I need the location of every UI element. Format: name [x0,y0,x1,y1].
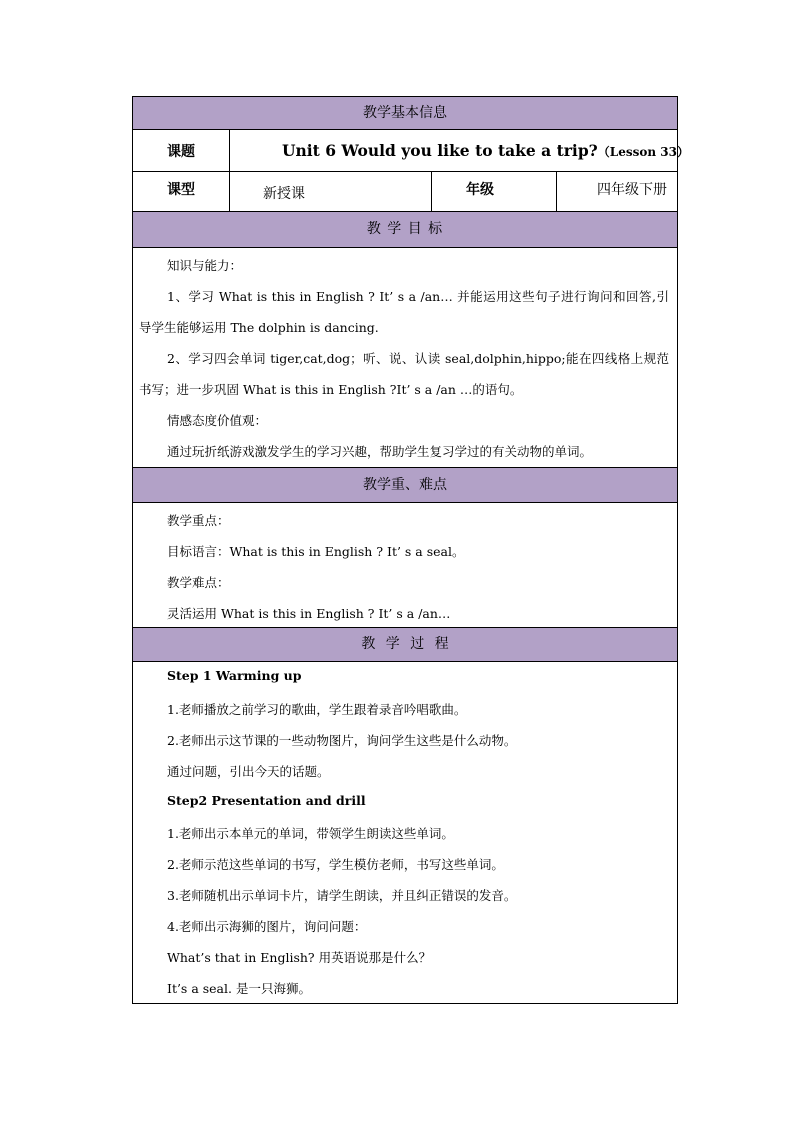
step2-line: What’s that in English? 用英语说那是什么？ [167,950,432,965]
step2-line: It’s a seal. 是一只海狮。 [167,981,311,996]
key-points-line: 教学重点： [167,513,230,528]
key-points-line: 教学难点： [167,575,230,590]
objectives-line: 通过玩折纸游戏激发学生的学习兴趣，帮助学生复习学过的有关动物的单词。 [167,444,593,459]
lesson-plan-table [132,96,689,1004]
type-value-cell [230,172,432,211]
step2-line: 3.老师随机出示单词卡片，请学生朗读，并且纠正错误的发音。 [167,888,517,903]
objectives-line: 书写；进一步巩固 What is this in English ?It’ s a /an …的语句。 [139,382,523,397]
topic-value: Unit 6 Would you like to take a trip?（Lesson 33） [282,141,689,160]
grade-label-cell [432,172,557,211]
objectives-title: 教 学 目 标 [366,221,444,237]
process-content [133,662,677,1003]
step1-title: Step 1 Warming up [167,668,302,683]
key-points-header [133,468,677,503]
objectives-header [133,212,677,248]
objectives-line: 1、学习 What is this in English ? It’ s a /an… 并能运用这些句子进行询问和回答,引 [167,289,669,304]
key-points-title: 教学重、难点 [363,477,447,493]
key-points-line: 灵活运用 What is this in English ? It’ s a /an… [167,606,451,621]
topic-label: 课题 [167,144,195,160]
key-points-content [133,503,677,628]
objectives-line: 导学生能够运用 The dolphin is dancing. [139,320,379,335]
process-title: 教 学 过 程 [361,636,449,652]
basic-info-header [133,97,677,130]
step1-line: 通过问题，引出今天的话题。 [167,764,330,779]
step1-line: 1.老师播放之前学习的歌曲，学生跟着录音吟唱歌曲。 [167,702,467,717]
step2-line: 1.老师出示本单元的单词，带领学生朗读这些单词。 [167,826,454,841]
basic-info-title: 教学基本信息 [363,105,447,121]
objectives-line: 情感态度价值观： [167,413,268,428]
step2-line: 2.老师示范这些单词的书写，学生模仿老师，书写这些单词。 [167,857,504,872]
type-value: 新授课 [263,186,305,202]
process-header [133,628,677,662]
topic-row [133,130,689,172]
type-grade-row [133,172,677,212]
objectives-line: 知识与能力： [167,258,243,273]
grade-label: 年级 [466,182,494,198]
topic-value-cell [230,130,689,171]
step2-title: Step2 Presentation and drill [167,793,366,808]
grade-value: 四年级下册 [597,182,667,198]
type-label: 课型 [167,182,195,198]
key-points-line: 目标语言：What is this in English ? It’ s a seal。 [167,544,465,559]
objectives-line: 2、学习四会单词 tiger,cat,dog；听、说、认读 seal,dolphin,hippo;能在四线格上规范 [167,351,669,366]
grade-value-cell [557,172,677,211]
step1-line: 2.老师出示这节课的一些动物图片，询问学生这些是什么动物。 [167,733,517,748]
step2-line: 4.老师出示海狮的图片，询问问题： [167,919,367,934]
type-label-cell [133,172,230,211]
topic-label-cell [133,130,230,171]
objectives-content [133,248,677,468]
